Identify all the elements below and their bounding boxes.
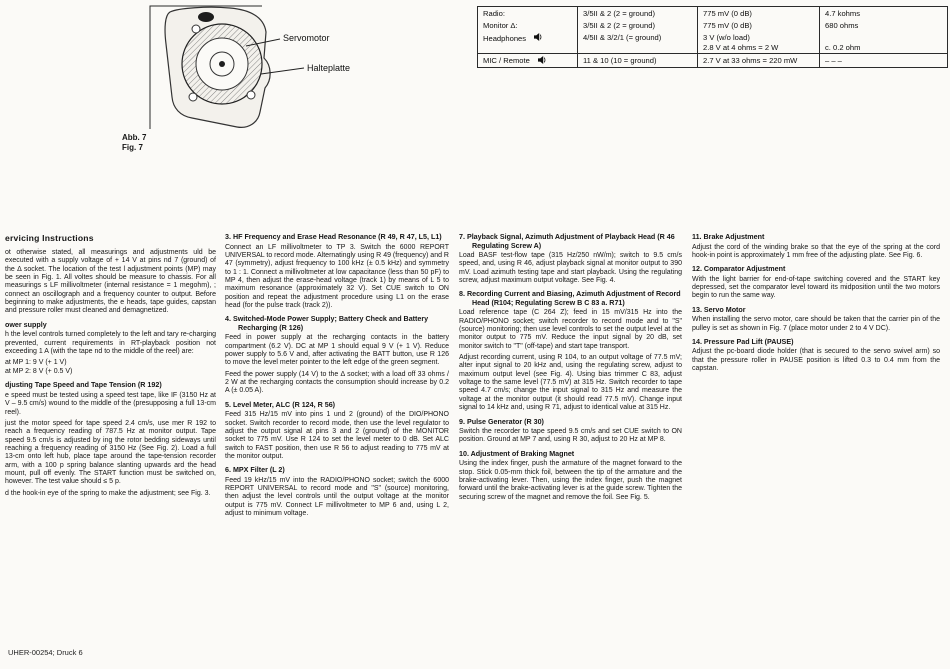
body-columns <box>5 233 946 521</box>
section-8-text-1: Load reference tape (C 264 Z); feed in 15 mV/315 Hz into the RADIO/PHONO socket; switch recorder to record mode and to "S" (source) monitoring; then use level controls to set the output level at the monitor output to 775 mV. Reduce the input signal by 20 dB, set monitor switch to "T" (off-tape) and start tape transport. <box>459 309 682 350</box>
level-line: 2.7 V at 33 ohms = 220 mW <box>703 55 798 65</box>
document-number: UHER-00254; Druck 6 <box>8 648 83 657</box>
section-7-heading: 7. Playback Signal, Azimuth Adjustment of Playback Head (R 46 Regulating Screw A) <box>459 233 675 250</box>
column-4 <box>692 233 940 521</box>
section-7-text: Load BASF test-flow tape (315 Hz/250 nW/m); switch to 9.5 cm/s speed, and, using R 46, adjust playback signal at monitor output to 390 mV. Load azimuth testing tape and start playback. Using the regulating screw, adjust maximum output voltage. See Fig. 4. <box>459 252 682 285</box>
section-10-heading: 10. Adjustment of Braking Magnet <box>459 449 575 458</box>
figure-label-servomotor: Servomotor <box>283 33 330 43</box>
section-6-heading: 6. MPX Filter (L 2) <box>225 466 285 475</box>
mp-values <box>5 359 216 376</box>
table-row-headphones <box>478 31 948 53</box>
figure-label-halteplatte: Halteplatte <box>307 63 351 73</box>
section-12-heading: 12. Comparator Adjustment <box>692 265 786 274</box>
figure-7 <box>118 2 490 174</box>
level-line: 3 V (w/o load) <box>703 33 750 43</box>
section-6-text: Feed 19 kHz/15 mV into the RADIO/PHONO socket; switch the 6000 REPORT UNIVERSAL to record mode and "S" (source) monitoring, then adjust the level controls until the output voltage at the monitor output is 775 mV. Connect LF millivoltmeter to MP 6 and, using L 2, adjust to minimum voltage. <box>225 476 449 518</box>
section-14-text: Adjust the pc-board diode holder (that is secured to the servo swivel arm) so that the pressure roller in PAUSE position is lifted 0.3 to 0.4 mm from the capstan. <box>692 348 940 373</box>
figure-caption-abb: Abb. 7 <box>122 133 147 142</box>
section-14-heading: 14. Pressure Pad Lift (PAUSE) <box>692 337 794 346</box>
section-13-text: When installing the servo motor, care should be taken that the carrier pin of the pulley is set as shown in Fig. 7 (place motor under 2 to 4 V DC). <box>692 316 940 332</box>
section-8-heading: 8. Recording Current and Biasing, Azimuth Adjustment of Record Head (R104; Regulating Screw B C 83 a. R71) <box>459 290 681 307</box>
figure-caption-fig: Fig. 7 <box>122 142 143 152</box>
table-row-monitor <box>478 19 948 31</box>
row-label: Monitor Δ: <box>483 21 518 31</box>
impedance-line: – – – <box>825 55 842 65</box>
section-11-heading: 11. Brake Adjustment <box>692 233 765 241</box>
section-3-heading: 3. HF Frequency and Erase Head Resonance (R 49, R 47, L5, L1) <box>225 233 442 241</box>
section-4-heading: 4. Switched-Mode Power Supply; Battery Check and Battery Recharging (R 126) <box>225 315 429 332</box>
row-label: Headphones <box>483 33 527 43</box>
section-12-text: With the light barrier for end-of-tape switching covered and the START key depressed, set the comparator level toward its midposition until the two motors begin to run the same way. <box>692 275 940 300</box>
section-4-text-1: Feed in power supply at the recharging contacts in the battery compartment (6.2 V). DC at MP 1 should equal 9 V (+ 1 V). Reduce power supply to 5.6 V and, after activating the BATT button, use R 126 to move the level meter pointer to the left edge of the green segment. <box>225 334 449 367</box>
speaker-icon <box>534 33 543 43</box>
servomotor-diagram-drawing <box>118 2 490 174</box>
section-13-heading: 13. Servo Motor <box>692 305 746 314</box>
section-tape-speed-heading: djusting Tape Speed and Tape Tension (R 192) <box>5 381 162 390</box>
pins-cell: 3/5II & 2 (2 = ground) <box>578 7 698 20</box>
impedance-line: 680 ohms <box>825 21 859 31</box>
section-5-text: Feed 315 Hz/15 mV into pins 1 und 2 (ground) of the DIO/PHONO socket. Switch recorder to record mode, then use the level regulator to adjust the output signal at pins 3 and 2 (ground) of the MONITOR socket to 775 mV. Use R 124 to set the level meter to 0 dB. Set ALC switch to FAST position, then use R 56 to adjust reading to 775 mV at the monitor output. <box>225 411 449 460</box>
connection-spec-table <box>477 6 948 68</box>
section-tape-speed-text-2: just the motor speed for tape speed 2.4 cm/s, use mer R 192 to reach a frequency reading of 787.5 Hz at monitor output. Tape speed 9.5 cm/s is adjusted by ing the rotor bedding sideways until reaching a frequency reading of 3150 Hz (See Fig. 2). Load a full 13-cm onto left hub, place tape around the tape-tension recorder arm, with a 100 p spring balance slanting upwards ard the head mount, pull off evenly. The START function must be switched on, however. The test value should ≤ 5 p. <box>5 420 216 486</box>
intro-text: ot otherwise stated, all measurings and adjustments uld be executed with a supply voltage of + 14 V at pins nd 7 (ground) of the Δ socket. The location of the test l adjustment points (MP) may be seen in Fig. 1. All voltes should be measure to chassis. For all measurings s LF millivoltmeter (internal resistance = 1 megohm), ; connect an oscillograph and a frequency counter to output. Before beginning to make adjustments, the e heads, tape guides, capstan and pressure roller must cleaned and demagnetized. <box>5 249 216 315</box>
section-11-text: Adjust the cord of the winding brake so that the eye of the spring at the cord hook-in point is approximately 1 mm free of the adjusting plate. See Fig. 6. <box>692 243 940 259</box>
impedance-line: c. 0.2 ohm <box>825 42 861 52</box>
page-title: ervicing Instructions <box>5 233 94 243</box>
speaker-icon <box>538 56 547 66</box>
section-3-text: Connect an LF millivoltmeter to TP 3. Switch the 6000 REPORT UNIVERSAL to record mode. Alternatingly using R 49 (frequency) and R 47 (symmetry), adjust frequency to 100 kHz (± 0.5 kHz) and symmetry to 1 : 1. Connect a millivoltmeter at low capacitance (less than 50 pF) to MP 4, then adjust the erase-head voltage (track 1) by means of L 5 to maximum resonance (approximately 32 V). Set CUE switch to ON position and repeat the adjustment procedure using L1 on the erase head (for the pulse track (track 2)). <box>225 243 449 309</box>
column-1 <box>5 233 216 521</box>
table-row-radio <box>478 7 948 20</box>
section-9-text: Switch the recorder to tape speed 9.5 cm/s and set CUE switch to ON position. Ground at MP 7 and, using R 30, adjust to 20 Hz at MP 8. <box>459 428 682 444</box>
mp2-value: at MP 2: 8 V (+ 0.5 V) <box>5 367 73 375</box>
column-3 <box>459 233 682 521</box>
pins-cell: 11 & 10 (10 = ground) <box>578 53 698 67</box>
level-line: 2.8 V at 4 ohms = 2 W <box>703 42 779 52</box>
section-10-text: Using the index finger, push the armature of the magnet forward to the stop. Stick 0.05-mm thick foil, between the tip of the armature and the brake-activating lever. Then, using the index finger, push the magnet forward until the brake-activating lever is at the guide screw. Tighten the securing screw of the magnet and remove the foil. See Fig. 5. <box>459 460 682 501</box>
row-label: Radio: <box>483 9 505 18</box>
section-9-heading: 9. Pulse Generator (R 30) <box>459 417 544 426</box>
pins-cell: 4/5II & 3/2/1 (= ground) <box>578 31 698 53</box>
section-tape-speed-text-3: d the hook-in eye of the spring to make the adjustment; see Fig. 3. <box>5 489 211 497</box>
column-2 <box>225 233 449 521</box>
level-line: 775 mV (0 dB) <box>703 9 752 18</box>
section-4-text-2: Feed the power supply (14 V) to the Δ socket; with a load off 33 ohms / 2 W at the recharging contacts the consumption should increase by 0.2 A (± 0.05 A). <box>225 370 449 395</box>
pins-cell: 3/5II & 2 (2 = ground) <box>578 19 698 31</box>
impedance-line <box>825 33 943 42</box>
section-tape-speed-text-1: e speed must be tested using a speed test tape, like IF (3150 Hz at V – 9.5 cm/s) wound to the middle of the (presupposing a full 13-cm reel). <box>5 391 216 416</box>
row-label: MIC / Remote <box>483 56 530 66</box>
figure-caption <box>122 133 146 152</box>
section-8-text-2: Adjust recording current, using R 104, to an output voltage of 77.5 mV; alter input signal to 20 kHz and, using the regulating screw, adjust to maximum output level (see Fig. 4). Using bias trimmer C 83, adjust voltage to the same level (77.5 mV) at 315 Hz. Switch recorder to tape speed 4.7 cm/s; change the input signal to 315 Hz and measure the voltage at the monitor output (it should read 77.5 mV). Change input signal to 14 kHz and, using R 71, adjust to identical value at 315 Hz. <box>459 354 682 412</box>
impedance-line: 4.7 kohms <box>825 9 861 18</box>
section-5-heading: 5. Level Meter, ALC (R 124, R 56) <box>225 400 336 409</box>
level-line: 775 mV (0 dB) <box>703 21 752 31</box>
section-power-supply-text: h the level controls turned completely to the left and tary re-charging prevented, current requirements in RT-playback position not exceeding 1 A (with the tape nd to the middle of the reel) are: <box>5 331 216 355</box>
mp1-value: at MP 1: 9 V (+ 1 V) <box>5 359 67 367</box>
table-row-mic-remote <box>478 53 948 67</box>
section-power-supply-heading: ower supply <box>5 320 47 329</box>
